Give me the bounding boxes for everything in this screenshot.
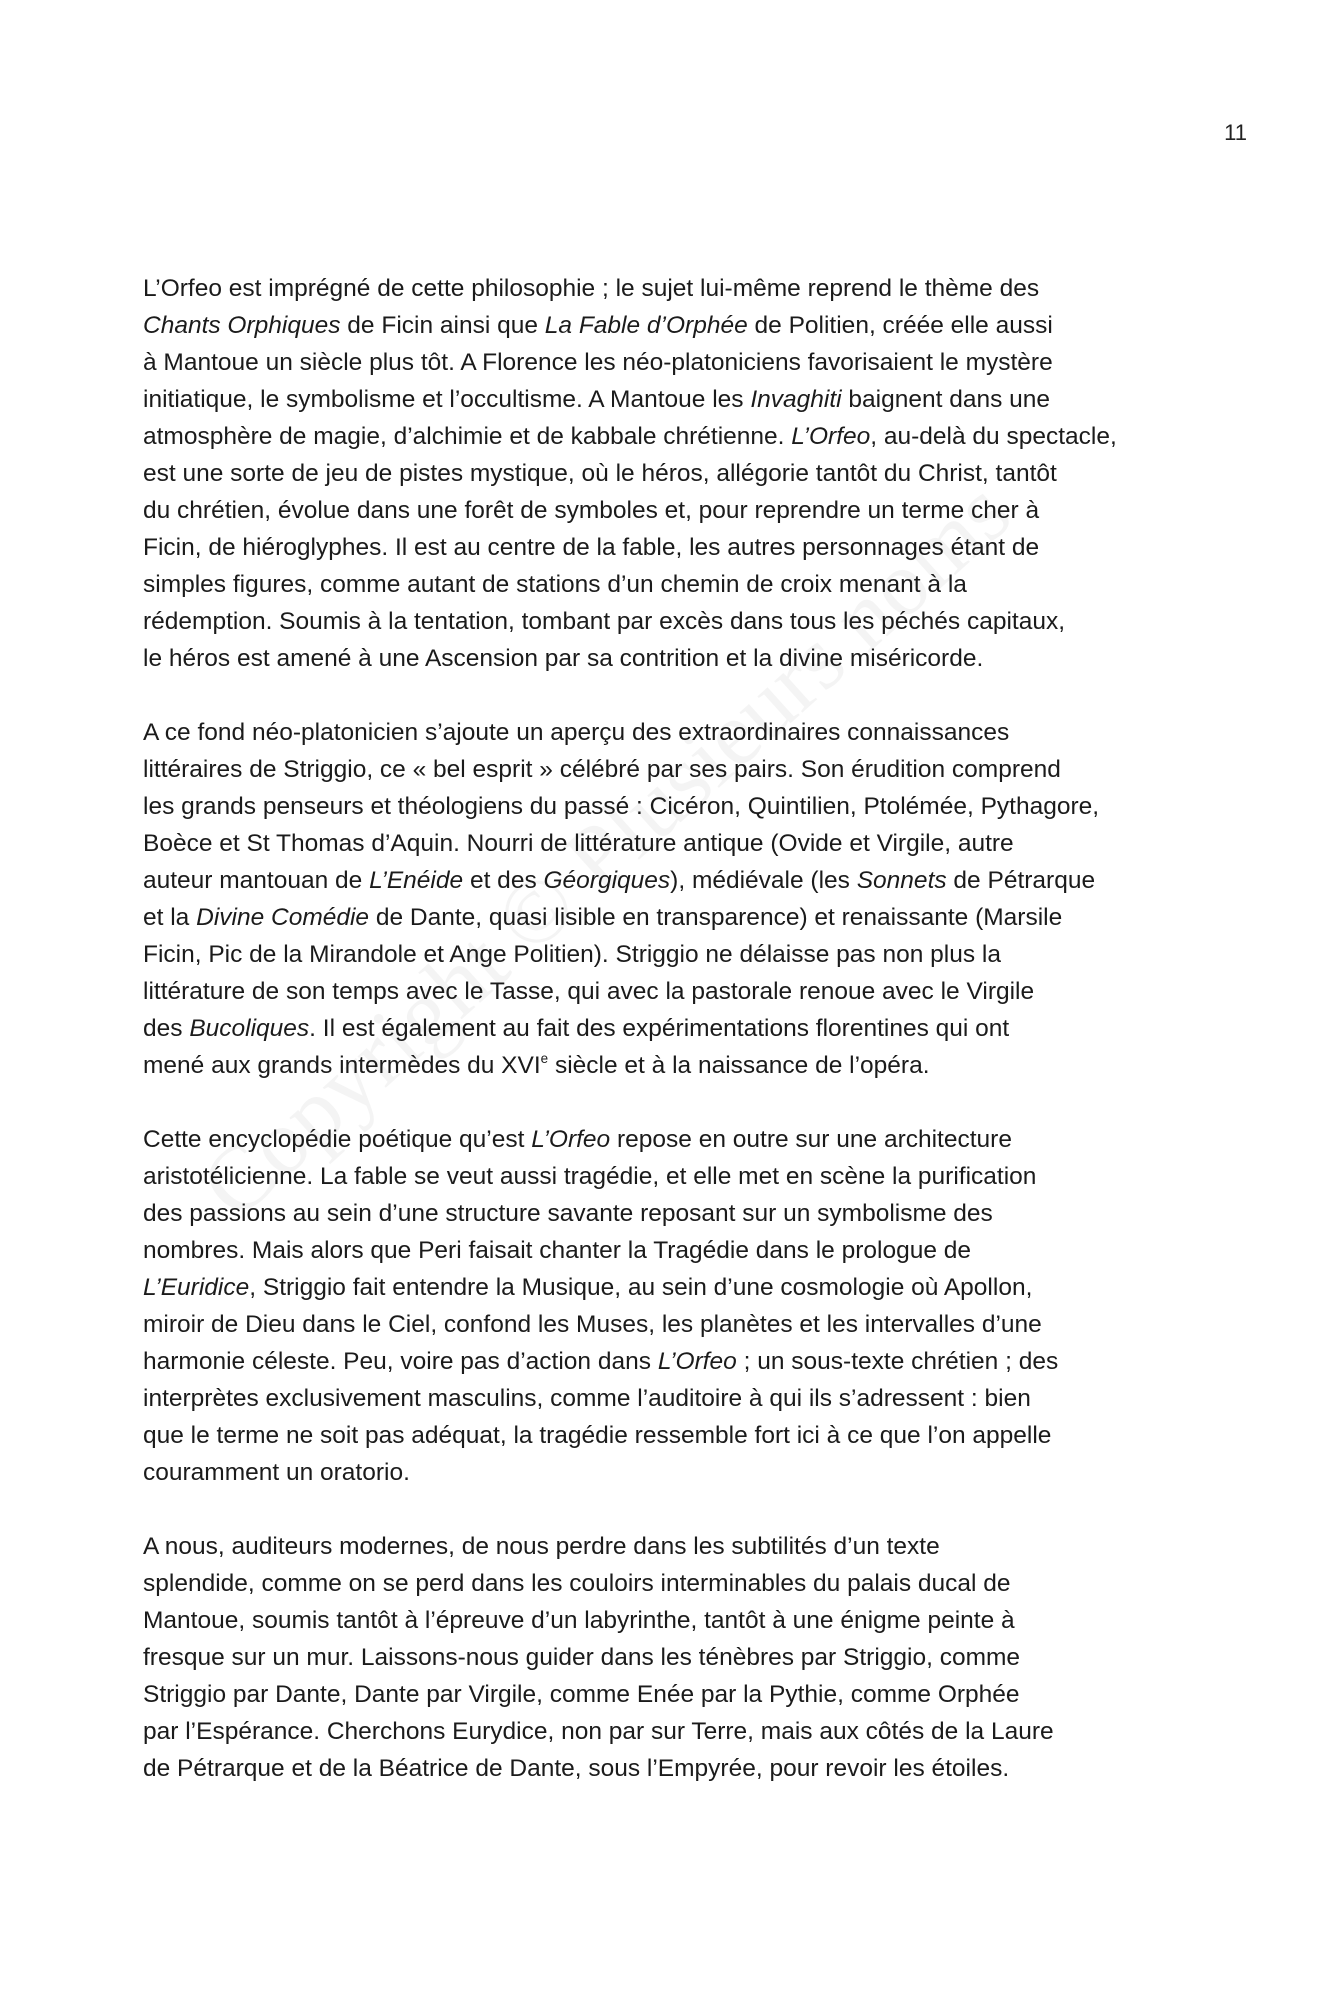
- text-line: [143, 344, 1203, 381]
- text-segment: Cette encyclopédie poétique qu’est: [143, 1126, 532, 1153]
- text-segment: siècle et à la naissance de l’opéra.: [548, 1052, 930, 1079]
- text-segment: auteur mantouan de: [143, 867, 370, 894]
- text-line: [143, 1158, 1203, 1195]
- superscript: e: [540, 1050, 549, 1066]
- text-segment: initiatique, le symbolisme et l’occultisme. A Mantoue les: [143, 386, 751, 413]
- italic-title: L’Orfeo: [657, 1348, 737, 1375]
- paragraph: [143, 1528, 1203, 1787]
- text-segment: le héros est amené à une Ascension par sa contrition et la divine miséricorde.: [143, 645, 984, 672]
- text-segment: littéraires de Striggio, ce « bel esprit » célébré par ses pairs. Son érudition comprend: [143, 756, 1061, 783]
- text-segment: et la: [143, 904, 197, 931]
- text-segment: de Ficin ainsi que: [340, 312, 545, 339]
- text-line: [143, 751, 1203, 788]
- text-line: [143, 381, 1203, 418]
- text-segment: ; un sous-texte chrétien ; des: [736, 1348, 1059, 1375]
- text-line: [143, 1306, 1203, 1343]
- italic-title: L’Orfeo: [531, 1126, 611, 1153]
- text-line: [143, 1269, 1203, 1306]
- text-segment: atmosphère de magie, d’alchimie et de kabbale chrétienne.: [143, 423, 792, 450]
- text-segment: de Politien, créée elle aussi: [747, 312, 1053, 339]
- paragraph: [143, 1121, 1203, 1491]
- text-line: [143, 1232, 1203, 1269]
- text-line: [143, 1417, 1203, 1454]
- text-segment: des: [143, 1015, 190, 1042]
- text-line: [143, 1454, 1203, 1491]
- body-text: [143, 270, 1203, 1824]
- text-segment: est une sorte de jeu de pistes mystique, où le héros, allégorie tantôt du Christ, tantôt: [143, 460, 1057, 487]
- text-line: [143, 1195, 1203, 1232]
- text-segment: à Mantoue un siècle plus tôt. A Florence les néo-platoniciens favorisaient le mystère: [143, 349, 1053, 376]
- text-line: [143, 1713, 1203, 1750]
- text-line: [143, 566, 1203, 603]
- italic-title: Invaghiti: [750, 386, 842, 413]
- text-line: [143, 603, 1203, 640]
- text-line: [143, 455, 1203, 492]
- paragraph: [143, 714, 1203, 1084]
- italic-title: L’Euridice: [143, 1274, 250, 1301]
- text-segment: miroir de Dieu dans le Ciel, confond les Muses, les planètes et les intervalles d’une: [143, 1311, 1042, 1338]
- text-segment: A nous, auditeurs modernes, de nous perdre dans les subtilités d’un texte: [143, 1533, 940, 1560]
- text-segment: couramment un oratorio.: [143, 1459, 410, 1486]
- page-number: 11: [1224, 120, 1247, 145]
- text-segment: interprètes exclusivement masculins, comme l’auditoire à qui ils s’adressent : bien: [143, 1385, 1031, 1412]
- text-segment: L’Orfeo est imprégné de cette philosophie ; le sujet lui-même reprend le thème des: [143, 275, 1040, 302]
- text-line: [143, 1528, 1203, 1565]
- text-segment: Ficin, Pic de la Mirandole et Ange Politien). Striggio ne délaisse pas non plus la: [143, 941, 1001, 968]
- text-line: [143, 1750, 1203, 1787]
- text-line: [143, 1010, 1203, 1047]
- italic-title: La Fable d’Orphée: [544, 312, 748, 339]
- text-line: [143, 899, 1203, 936]
- text-segment: ), médiévale (les: [670, 867, 857, 894]
- text-segment: rédemption. Soumis à la tentation, tombant par excès dans tous les péchés capitaux,: [143, 608, 1066, 635]
- italic-title: Sonnets: [856, 867, 947, 894]
- text-line: [143, 1602, 1203, 1639]
- text-line: [143, 1639, 1203, 1676]
- italic-title: L’Orfeo: [791, 423, 871, 450]
- text-segment: Boèce et St Thomas d’Aquin. Nourri de littérature antique (Ovide et Virgile, autre: [143, 830, 1014, 857]
- text-segment: Mantoue, soumis tantôt à l’épreuve d’un labyrinthe, tantôt à une énigme peinte à: [143, 1607, 1015, 1634]
- text-line: [143, 714, 1203, 751]
- text-line: [143, 529, 1203, 566]
- italic-title: L’Enéide: [369, 867, 464, 894]
- text-segment: baignent dans une: [841, 386, 1051, 413]
- text-segment: repose en outre sur une architecture: [610, 1126, 1012, 1153]
- text-segment: de Pétrarque: [946, 867, 1096, 894]
- text-line: [143, 1676, 1203, 1713]
- text-line: [143, 825, 1203, 862]
- text-line: [143, 418, 1203, 455]
- text-line: [143, 1380, 1203, 1417]
- text-segment: . Il est également au fait des expérimentations florentines qui ont: [309, 1015, 1010, 1042]
- text-line: [143, 492, 1203, 529]
- text-segment: fresque sur un mur. Laissons-nous guider dans les ténèbres par Striggio, comme: [143, 1644, 1021, 1671]
- text-line: [143, 307, 1203, 344]
- text-segment: par l’Espérance. Cherchons Eurydice, non par sur Terre, mais aux côtés de la Laure: [143, 1718, 1054, 1745]
- italic-title: Géorgiques: [543, 867, 671, 894]
- text-line: [143, 788, 1203, 825]
- text-line: [143, 936, 1203, 973]
- text-segment: des passions au sein d’une structure savante reposant sur un symbolisme des: [143, 1200, 993, 1227]
- italic-title: Chants Orphiques: [143, 312, 341, 339]
- text-segment: aristotélicienne. La fable se veut aussi tragédie, et elle met en scène la purification: [143, 1163, 1037, 1190]
- text-line: [143, 270, 1203, 307]
- text-line: [143, 1343, 1203, 1380]
- text-segment: les grands penseurs et théologiens du passé : Cicéron, Quintilien, Ptolémée, Pythagore,: [143, 793, 1100, 820]
- text-line: [143, 1565, 1203, 1602]
- italic-title: Divine Comédie: [196, 904, 370, 931]
- text-segment: et des: [463, 867, 544, 894]
- text-segment: que le terme ne soit pas adéquat, la tragédie ressemble fort ici à ce que l’on appelle: [143, 1422, 1052, 1449]
- text-segment: Striggio par Dante, Dante par Virgile, comme Enée par la Pythie, comme Orphée: [143, 1681, 1020, 1708]
- text-line: [143, 1047, 1203, 1084]
- text-line: [143, 1121, 1203, 1158]
- text-segment: de Dante, quasi lisible en transparence) et renaissante (Marsile: [369, 904, 1063, 931]
- text-line: [143, 973, 1203, 1010]
- text-segment: mené aux grands intermèdes du XVI: [143, 1052, 541, 1079]
- text-segment: splendide, comme on se perd dans les couloirs interminables du palais ducal de: [143, 1570, 1011, 1597]
- text-segment: simples figures, comme autant de stations d’un chemin de croix menant à la: [143, 571, 967, 598]
- text-line: [143, 862, 1203, 899]
- text-segment: de Pétrarque et de la Béatrice de Dante, sous l’Empyrée, pour revoir les étoiles.: [143, 1755, 1010, 1782]
- text-segment: , au-delà du spectacle,: [870, 423, 1117, 450]
- text-segment: littérature de son temps avec le Tasse, qui avec la pastorale renoue avec le Virgile: [143, 978, 1035, 1005]
- text-line: [143, 640, 1203, 677]
- italic-title: Bucoliques: [189, 1015, 310, 1042]
- text-segment: du chrétien, évolue dans une forêt de symboles et, pour reprendre un terme cher à: [143, 497, 1040, 524]
- text-segment: nombres. Mais alors que Peri faisait chanter la Tragédie dans le prologue de: [143, 1237, 972, 1264]
- text-segment: A ce fond néo-platonicien s’ajoute un aperçu des extraordinaires connaissances: [143, 719, 1010, 746]
- text-segment: harmonie céleste. Peu, voire pas d’action dans: [143, 1348, 658, 1375]
- text-segment: Ficin, de hiéroglyphes. Il est au centre de la fable, les autres personnages étant de: [143, 534, 1040, 561]
- paragraph: [143, 270, 1203, 677]
- text-segment: , Striggio fait entendre la Musique, au sein d’une cosmologie où Apollon,: [249, 1274, 1033, 1301]
